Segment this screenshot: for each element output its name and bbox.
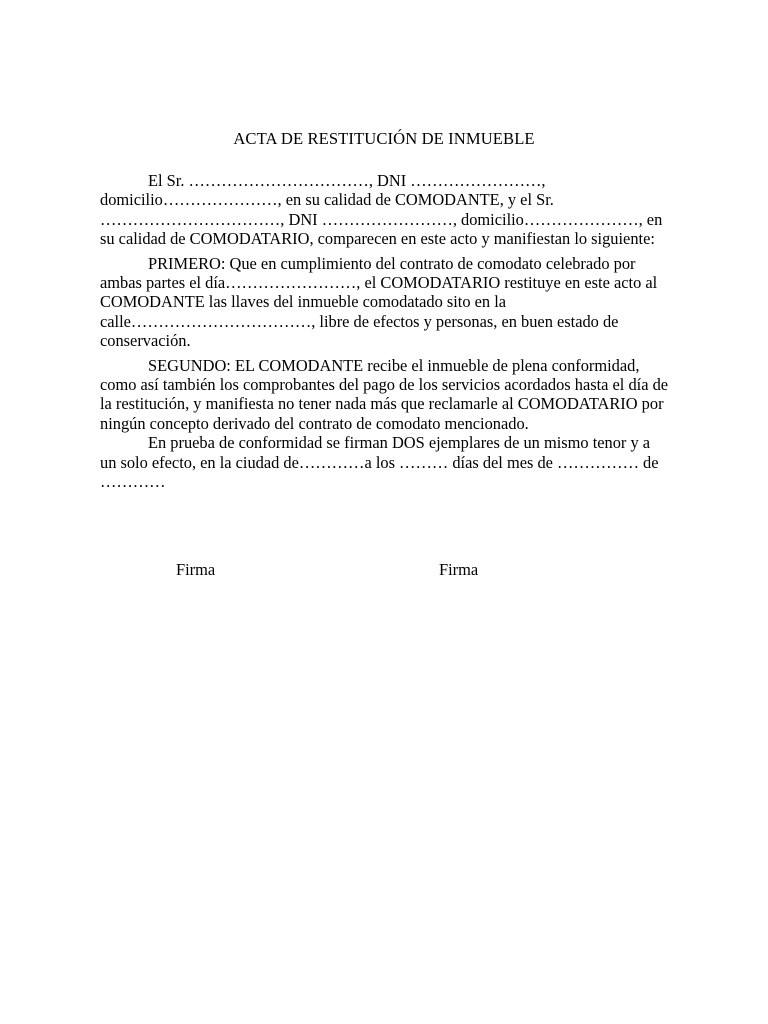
document-body [100, 171, 670, 492]
signature-right: Firma [439, 560, 479, 579]
document-title: ACTA DE RESTITUCIÓN DE INMUEBLE [233, 129, 535, 148]
paragraph-segundo: SEGUNDO: EL COMODANTE recibe el inmueble de plena conformidad, como así también los comprobantes del pago de los servicios acordados hasta el día de la restitución, y manifiesta no tener nada más que reclamarle al COMODATARIO por ningún concepto derivado del contrato de comodato mencionado. [100, 355, 669, 433]
paragraph-parties: El Sr. ……………………………, DNI ……………………, domicilio…………………, en su calidad de COMODANTE, y el Sr. ……………………………, DNI ……………………, domicilio…………………, en su calidad de COMODATARIO, comparecen en este acto y manifiestan lo siguiente: [100, 171, 663, 249]
paragraph-conformidad: En prueba de conformidad se firman DOS ejemplares de un mismo tenor y a un solo efecto, en la ciudad de…………a los ……… días del mes de …………… de ………… [100, 433, 659, 492]
signature-left: Firma [176, 560, 216, 579]
paragraph-primero: PRIMERO: Que en cumplimiento del contrato de comodato celebrado por ambas partes el día……………………, el COMODATARIO restituye en este acto al COMODANTE las llaves del inmueble comodatado sito en la calle……………………………, libre de efectos y personas, en buen estado de conservación. [100, 253, 658, 351]
